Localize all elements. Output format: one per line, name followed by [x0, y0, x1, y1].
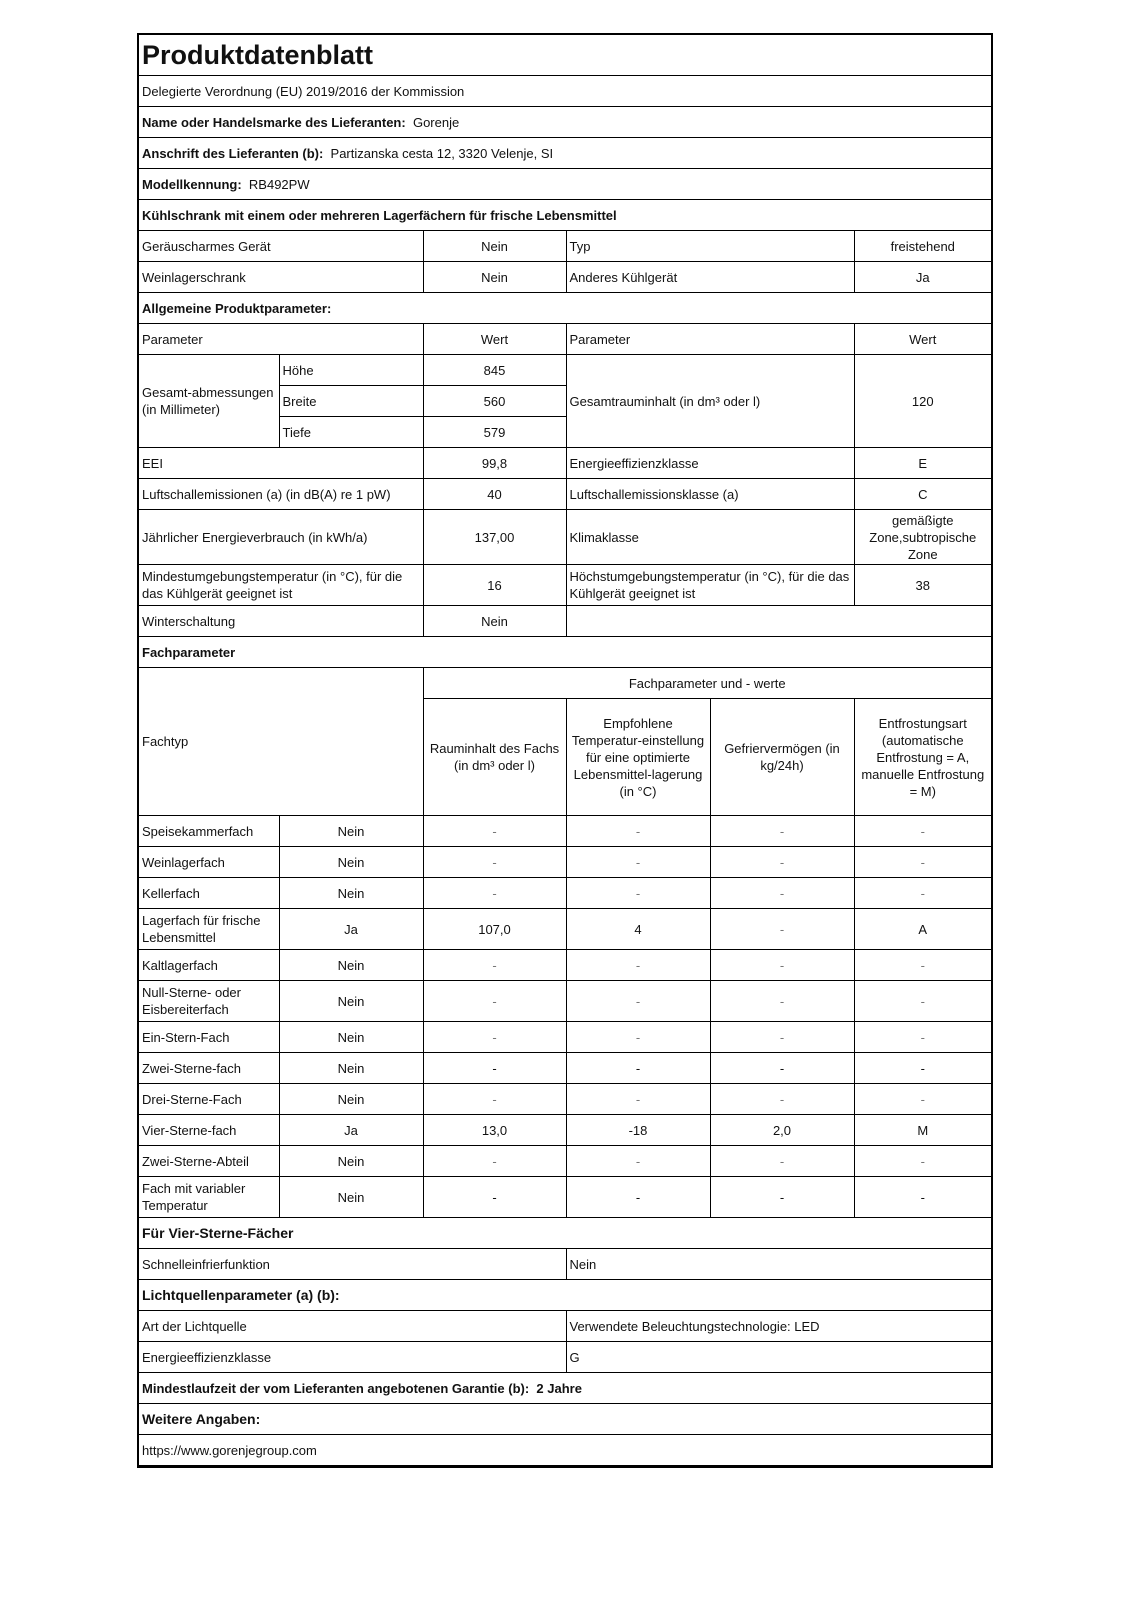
energy-value: 137,00 [423, 510, 566, 565]
compartment-freeze: 2,0 [710, 1115, 854, 1146]
compartments-section-heading: Fachparameter [139, 637, 991, 668]
light-class-label: Energieeffizienzklasse [139, 1342, 566, 1373]
quiet-device-label: Geräuscharmes Gerät [139, 231, 423, 262]
min-temp-label: Mindestumgebungstemperatur (in °C), für die das Kühlgerät geeignet ist [139, 565, 423, 606]
supplier-label: Name oder Handelsmarke des Lieferanten: [142, 114, 406, 130]
compartment-defrost: - [854, 847, 991, 878]
compartment-type: Kellerfach [139, 878, 279, 909]
compartment-type: Zwei-Sterne-Abteil [139, 1146, 279, 1177]
compartment-temp: -18 [566, 1115, 710, 1146]
compartment-freeze: - [710, 1177, 854, 1218]
compartment-present: Nein [279, 1084, 423, 1115]
fast-freeze-value: Nein [566, 1249, 991, 1280]
compartment-present: Nein [279, 847, 423, 878]
compartment-type: Speisekammerfach [139, 816, 279, 847]
table-row [139, 1249, 991, 1280]
noise-class-label: Luftschallemissionsklasse (a) [566, 479, 854, 510]
compartment-volume: - [423, 1084, 566, 1115]
eei-label: EEI [139, 448, 423, 479]
compartment-temp: - [566, 1177, 710, 1218]
type-value: freistehend [854, 231, 991, 262]
page-title: Produktdatenblatt [139, 35, 991, 76]
compartment-freeze: - [710, 909, 854, 950]
compartment-temp: - [566, 816, 710, 847]
wine-cabinet-label: Weinlagerschrank [139, 262, 423, 293]
depth-value: 579 [423, 417, 566, 448]
compartment-type: Vier-Sterne-fach [139, 1115, 279, 1146]
energy-label: Jährlicher Energieverbrauch (in kWh/a) [139, 510, 423, 565]
compartment-volume: - [423, 847, 566, 878]
col-header-value: Wert [423, 324, 566, 355]
quiet-device-value: Nein [423, 231, 566, 262]
compartment-present: Nein [279, 950, 423, 981]
compartment-freeze: - [710, 878, 854, 909]
compartment-present: Nein [279, 816, 423, 847]
compartment-temp: - [566, 1053, 710, 1084]
compartment-volume: 107,0 [423, 909, 566, 950]
col-header-freezing-capacity: Gefriervermögen (in kg/24h) [710, 699, 854, 816]
compartment-defrost: A [854, 909, 991, 950]
height-label: Höhe [279, 355, 423, 386]
width-label: Breite [279, 386, 423, 417]
col-header-parameter: Parameter [139, 324, 423, 355]
compartment-temp: - [566, 981, 710, 1022]
product-data-sheet [137, 33, 993, 1468]
four-star-section-heading: Für Vier-Sterne-Fächer [139, 1218, 991, 1249]
compartment-defrost: - [854, 1177, 991, 1218]
compartment-defrost: - [854, 1084, 991, 1115]
further-info-heading: Weitere Angaben: [139, 1404, 991, 1435]
col-group-header: Fachparameter und - werte [423, 668, 991, 699]
compartment-present: Nein [279, 1146, 423, 1177]
compartment-type: Kaltlagerfach [139, 950, 279, 981]
supplier-row [139, 107, 991, 138]
compartment-type: Zwei-Sterne-fach [139, 1053, 279, 1084]
noise-label: Luftschallemissionen (a) (in dB(A) re 1 pW) [139, 479, 423, 510]
empty-cell [566, 606, 991, 637]
winter-switch-value: Nein [423, 606, 566, 637]
table-row [139, 448, 991, 479]
light-type-label: Art der Lichtquelle [139, 1311, 566, 1342]
model-value: RB492PW [248, 176, 310, 192]
table-row [139, 606, 991, 637]
compartment-freeze: - [710, 1084, 854, 1115]
compartment-present: Ja [279, 909, 423, 950]
col-header-parameter-2: Parameter [566, 324, 854, 355]
col-header-temperature: Empfohlene Temperatur-einstellung für eine optimierte Lebensmittel-lagerung (in °C) [566, 699, 710, 816]
address-row [139, 138, 991, 169]
climate-class-value: gemäßigte Zone,subtropische Zone [854, 510, 991, 565]
compartment-temp: - [566, 1022, 710, 1053]
compartment-temp: - [566, 1146, 710, 1177]
light-type-value: Verwendete Beleuchtungstechnologie: LED [566, 1311, 991, 1342]
wine-cabinet-value: Nein [423, 262, 566, 293]
compartment-present: Nein [279, 1022, 423, 1053]
compartment-defrost: M [854, 1115, 991, 1146]
compartment-defrost: - [854, 1022, 991, 1053]
table-row [139, 231, 991, 262]
compartment-defrost: - [854, 950, 991, 981]
website-link[interactable]: https://www.gorenjegroup.com [139, 1435, 991, 1466]
col-header-volume: Rauminhalt des Fachs (in dm³ oder l) [423, 699, 566, 816]
compartment-volume: - [423, 878, 566, 909]
compartment-type: Ein-Stern-Fach [139, 1022, 279, 1053]
warranty-row [139, 1373, 991, 1404]
compartment-temp: - [566, 1084, 710, 1115]
depth-label: Tiefe [279, 417, 423, 448]
compartment-volume: 13,0 [423, 1115, 566, 1146]
compartment-temp: 4 [566, 909, 710, 950]
supplier-value: Gorenje [412, 114, 460, 130]
compartment-volume: - [423, 950, 566, 981]
compartment-type: Weinlagerfach [139, 847, 279, 878]
compartment-temp: - [566, 847, 710, 878]
compartment-volume: - [423, 1146, 566, 1177]
compartment-volume: - [423, 1177, 566, 1218]
max-temp-value: 38 [854, 565, 991, 606]
compartment-type: Fach mit variabler Temperatur [139, 1177, 279, 1218]
compartment-present: Nein [279, 1053, 423, 1084]
datasheet-table [139, 35, 991, 1466]
compartment-freeze: - [710, 1146, 854, 1177]
fast-freeze-label: Schnelleinfrierfunktion [139, 1249, 566, 1280]
compartment-freeze: - [710, 816, 854, 847]
table-row [139, 981, 991, 1022]
compartment-defrost: - [854, 1053, 991, 1084]
table-row [139, 1311, 991, 1342]
dimensions-label: Gesamt-abmessungen (in Millimeter) [139, 355, 279, 448]
width-value: 560 [423, 386, 566, 417]
table-row [139, 878, 991, 909]
model-label: Modellkennung: [142, 176, 242, 192]
height-value: 845 [423, 355, 566, 386]
compartment-present: Nein [279, 1177, 423, 1218]
compartment-freeze: - [710, 981, 854, 1022]
table-row [139, 1342, 991, 1373]
min-temp-value: 16 [423, 565, 566, 606]
compartment-defrost: - [854, 981, 991, 1022]
compartment-volume: - [423, 981, 566, 1022]
compartment-freeze: - [710, 847, 854, 878]
table-row [139, 847, 991, 878]
compartment-volume: - [423, 1022, 566, 1053]
table-row [139, 1084, 991, 1115]
table-row [139, 355, 991, 386]
total-volume-value: 120 [854, 355, 991, 448]
table-row [139, 909, 991, 950]
noise-value: 40 [423, 479, 566, 510]
light-class-value: G [566, 1342, 991, 1373]
compartment-type: Lagerfach für frische Lebensmittel [139, 909, 279, 950]
compartment-present: Nein [279, 878, 423, 909]
type-label: Typ [566, 231, 854, 262]
regulation-text: Delegierte Verordnung (EU) 2019/2016 der Kommission [139, 76, 991, 107]
efficiency-class-label: Energieeffizienzklasse [566, 448, 854, 479]
other-appliance-label: Anderes Kühlgerät [566, 262, 854, 293]
compartment-freeze: - [710, 1053, 854, 1084]
winter-switch-label: Winterschaltung [139, 606, 423, 637]
compartment-present: Nein [279, 981, 423, 1022]
table-header-row [139, 668, 991, 699]
table-row [139, 479, 991, 510]
efficiency-class-value: E [854, 448, 991, 479]
compartment-type: Null-Sterne- oder Eisbereiterfach [139, 981, 279, 1022]
category-heading: Kühlschrank mit einem oder mehreren Lagerfächern für frische Lebensmittel [139, 200, 991, 231]
max-temp-label: Höchstumgebungstemperatur (in °C), für die das Kühlgerät geeignet ist [566, 565, 854, 606]
col-header-compartment-type: Fachtyp [139, 668, 423, 816]
table-row [139, 1177, 991, 1218]
warranty-value: 2 Jahre [536, 1380, 582, 1396]
compartment-temp: - [566, 878, 710, 909]
eei-value: 99,8 [423, 448, 566, 479]
compartment-volume: - [423, 1053, 566, 1084]
table-row [139, 565, 991, 606]
table-row [139, 510, 991, 565]
compartment-freeze: - [710, 950, 854, 981]
noise-class-value: C [854, 479, 991, 510]
compartment-defrost: - [854, 816, 991, 847]
compartment-volume: - [423, 816, 566, 847]
table-row [139, 950, 991, 981]
table-row [139, 816, 991, 847]
warranty-label: Mindestlaufzeit der vom Lieferanten angebotenen Garantie (b): [142, 1380, 530, 1396]
table-row [139, 1146, 991, 1177]
compartment-freeze: - [710, 1022, 854, 1053]
table-row [139, 262, 991, 293]
light-section-heading: Lichtquellenparameter (a) (b): [139, 1280, 991, 1311]
col-header-defrost-type: Entfrostungsart (automatische Entfrostung = A, manuelle Entfrostung = M) [854, 699, 991, 816]
col-header-value-2: Wert [854, 324, 991, 355]
compartment-defrost: - [854, 1146, 991, 1177]
table-header-row [139, 324, 991, 355]
address-value: Partizanska cesta 12, 3320 Velenje, SI [330, 145, 554, 161]
compartment-temp: - [566, 950, 710, 981]
other-appliance-value: Ja [854, 262, 991, 293]
compartment-present: Ja [279, 1115, 423, 1146]
compartment-type: Drei-Sterne-Fach [139, 1084, 279, 1115]
address-label: Anschrift des Lieferanten (b): [142, 145, 324, 161]
climate-class-label: Klimaklasse [566, 510, 854, 565]
model-row [139, 169, 991, 200]
table-row [139, 1115, 991, 1146]
table-row [139, 1022, 991, 1053]
total-volume-label: Gesamtrauminhalt (in dm³ oder l) [566, 355, 854, 448]
compartment-defrost: - [854, 878, 991, 909]
table-row [139, 1053, 991, 1084]
general-section-heading: Allgemeine Produktparameter: [139, 293, 991, 324]
